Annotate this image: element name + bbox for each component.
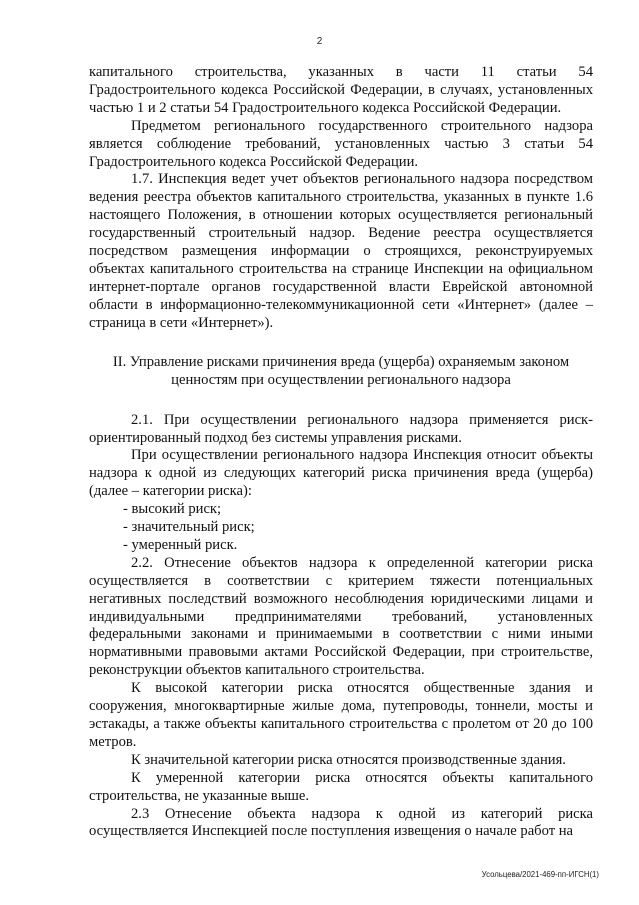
paragraph-subject: Предметом регионального государственного строительного надзора является соблюдение требований, установленных частью 3 статьи 54 Градостроительного кодекса Российской Федерации. <box>89 117 593 170</box>
page-number: 2 <box>316 36 323 47</box>
document-body <box>89 64 593 841</box>
paragraph-2-1: 2.1. При осуществлении регионального надзора применяется риск-ориентированный подход без системы управления рисками. <box>89 411 593 446</box>
paragraph-2-3: 2.3 Отнесение объекта надзора к одной из категорий риска осуществляется Инспекцией после поступления извещения о начале работ на <box>89 805 593 840</box>
document-footer-code: Усольцева/2021-469-пп-ИГСН(1) <box>481 870 599 879</box>
paragraph-moderate-category: К умеренной категории риска относятся объекты капитального строительства, не указанные выше. <box>89 769 593 804</box>
paragraph-continuation: капитального строительства, указанных в части 11 статьи 54 Градостроительного кодекса Российской Федерации, в случаях, установленных частью 1 и 2 статьи 54 Градостроительного кодекса Российской Федерации. <box>89 64 593 116</box>
paragraph-high-category: К высокой категории риска относятся общественные здания и сооружения, многоквартирные жилые дома, путепроводы, тоннели, мосты и эстакады, а также объекты капитального строительства с пролетом от 20 до 100 метров. <box>89 680 593 750</box>
paragraph-2-2: 2.2. Отнесение объектов надзора к определенной категории риска осуществляется в соответствии с критерием тяжести потенциальных негативных последствий возможного несоблюдения юридическими лицами и индивидуальными предпринимателями требований, установленных федеральными законами и принимаемыми в соответствии с ними иными нормативными правовыми актами Российской Федерации, при строительстве, реконструкции объектов капитального строительства. <box>89 554 593 679</box>
paragraph-risk-categories: При осуществлении регионального надзора Инспекция относит объекты надзора к одной из следующих категорий риска причинения вреда (ущерба) (далее – категории риска): <box>89 447 593 500</box>
list-item-moderate-risk: - умеренный риск. <box>123 536 238 553</box>
list-item-high-risk: - высокий риск; <box>123 501 222 518</box>
section-heading: II. Управление рисками причинения вреда (ущерба) охраняемым законом ценностям при осуществлении регионального надзора <box>112 353 570 389</box>
paragraph-significant-category: К значительной категории риска относятся производственные здания. <box>131 751 566 768</box>
paragraph-1-7: 1.7. Инспекция ведет учет объектов регионального надзора посредством ведения реестра объектов капитального строительства, указанных в пункте 1.6 настоящего Положения, в отношении которых осуществляется региональный государственный строительный надзор. Ведение реестра осуществляется посредством размещения информации о строящихся, реконструируемых объектах капитального строительства на странице Инспекции на официальном интернет-портале органов государственной власти Еврейской автономной области в информационно-телекоммуникационной сети «Интернет» (далее – страница в сети «Интернет»). <box>89 171 593 331</box>
list-item-significant-risk: - значительный риск; <box>123 519 255 536</box>
